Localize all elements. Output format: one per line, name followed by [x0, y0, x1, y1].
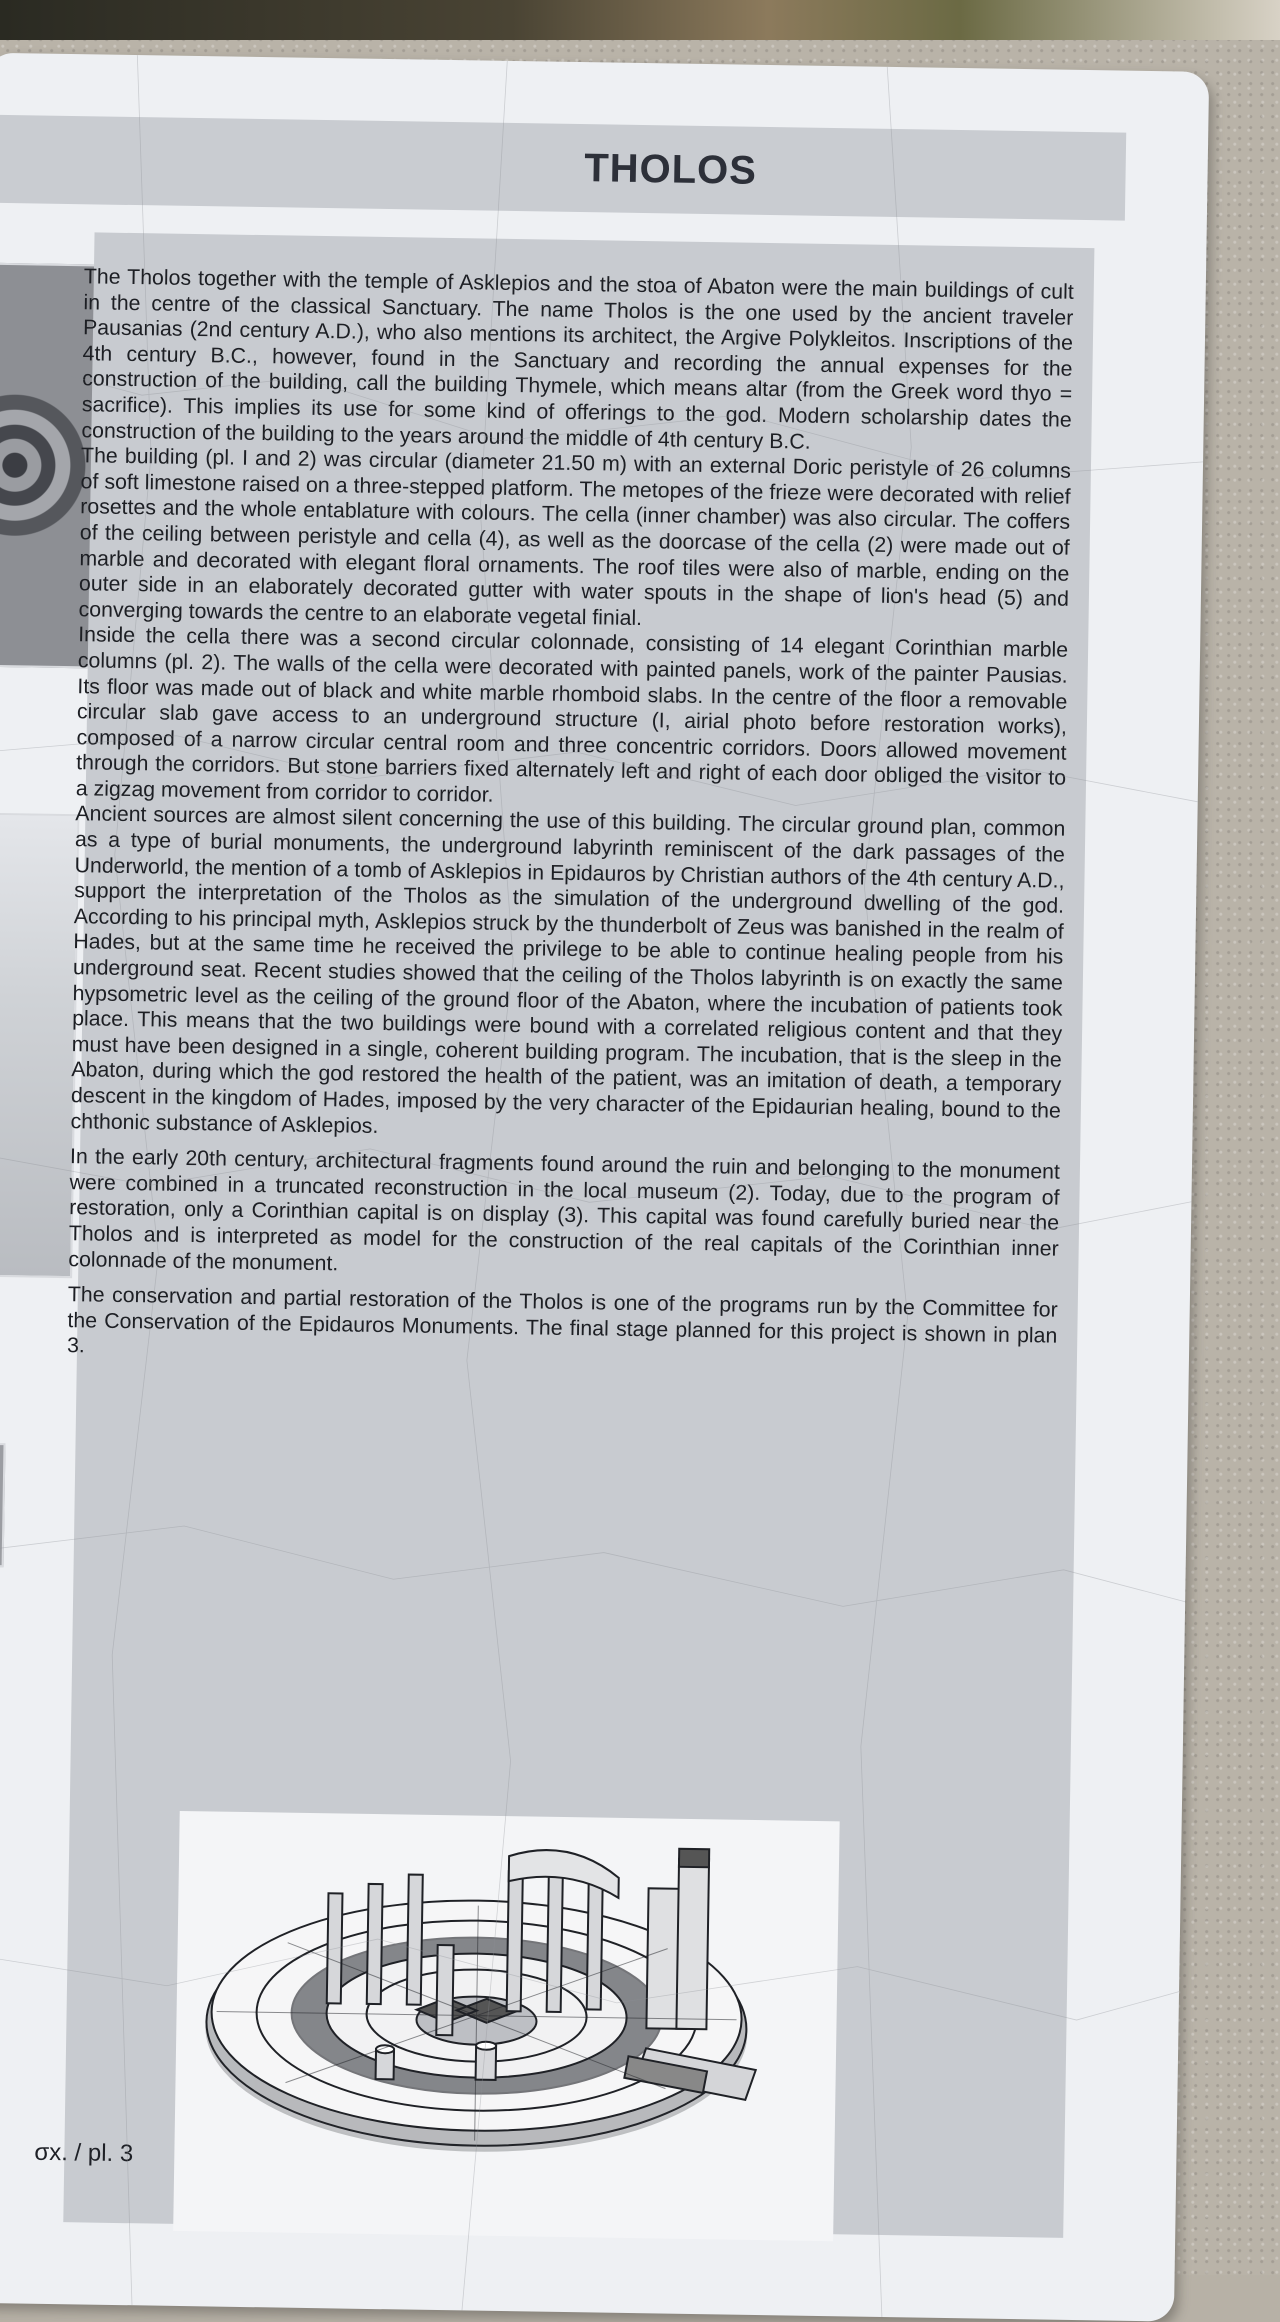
capital-photo [0, 1443, 6, 1568]
paragraph-use: Ancient sources are almost silent concerning the use of this building. The circular ground plan, common as a type of burial monuments, the underground labyrinth reminiscent of the dark passages of the Underworld, the mention of a tomb of Asklepios in Epidauros by Christian authors of the 4th century A.D., support the interpretation of the Tholos as the simulation of the underground dwelling of the god. According to his principal myth, Asklepios struck by the thunderbolt of Zeus was banished in the realm of Hades, but at the same time he received the privilege to be able to continue healing people from his underground seat. Recent studies showed that the ceiling of the Tholos labyrinth is on exactly the same hypsometric level as the ceiling of the ground floor of the Abaton, where the incubation of patients took place. This means that the two buildings were bound with a correlated religious content and that they must have been designed in a single, coherent building program. The incubation, that is the sleep in the Abaton, during which the god restored the health of the patient, was an imitation of death, a temporary descent in the kingdom of Hades, imposed by the very character of the Epidaurian healing, bound to the chthonic substance of Asklepios. [70, 801, 1066, 1138]
paragraph-history: The Tholos together with the temple of Asklepios and the stoa of Abaton were the main buildings of cult in the centre of the classical Sanctuary. The name Tholos is the one used by the ancient traveler Pausanias (2nd century A.D.), who also mentions its architect, the Argive Polykleitos. Inscriptions of the 4th century B.C., however, found in the Sanctuary and recording the annual expenses for the construction of the building, call the building Thymele, which means altar (from the Greek word thyo = sacrifice). This implies its use for some kind of offerings to the god. Modern scholarship dates the construction of the building to the years around the middle of 4th century B.C. [81, 264, 1074, 454]
paragraph-building: The building (pl. I and 2) was circular (diameter 21.50 m) with an external Doric peristyle of 26 columns of soft limestone raised on a three-stepped platform. The metopes of the frieze were decorated with relief rosettes and the whole entablature with colours. The cella (inner chamber) was also circular. The coffers of the ceiling between peristyle and cella (4), as well as the doorcase of the cella (2) were made out of marble and decorated with elegant floral ornaments. The roof tiles were also of marble, ending on the outer side in an elaborately decorated gutter with water spouts in the shape of lion's head (5) and converging towards the centre to an elaborate vegetal finial. [78, 443, 1072, 630]
information-sign [0, 53, 1209, 2322]
paragraph-conservation: The conservation and partial restoration of the Tholos is one of the programs run by the Committee for the Conservation of the Epidauros Monuments. The final stage planned for this project is shown in plan 3. [66, 1282, 1058, 1358]
paragraph-reconstruction: In the early 20th century, architectural fragments found around the ruin and belonging to the monument were combined in a truncated reconstruction in the local museum (2). Today, due to the program of restoration, only a Corinthian capital is on display (3). This capital was found carefully buried near the Tholos and is interpreted as model for the construction of the real capitals of the Corinthian inner colonnade of the monument. [68, 1144, 1061, 1275]
sign-body [67, 264, 1074, 1374]
museum-reconstruction-photo [0, 813, 79, 1279]
plan-label: σx. / pl. 3 [34, 2138, 134, 2168]
sign-title: THOLOS [583, 146, 758, 193]
paragraph-cella: Inside the cella there was a second circular colonnade, consisting of 14 elegant Corinthian marble columns (pl. 2). The walls of the cella were decorated with painted panels, work of the painter Pausias. Its floor was made out of black and white marble rhomboid slabs. In the centre of the floor a removable circular slab gave access to an underground structure (I, airial photo before restoration works), composed of a narrow circular central room and three concentric corridors. Doors allowed movement through the corridors. But stone barriers fixed alternately left and right of each door obliged the visitor to a zigzag movement from corridor to corridor. [75, 622, 1069, 807]
ground-foliage [0, 0, 1280, 40]
tholos-restoration-drawing [173, 1811, 840, 2241]
plan-illustration-box [173, 1811, 840, 2241]
